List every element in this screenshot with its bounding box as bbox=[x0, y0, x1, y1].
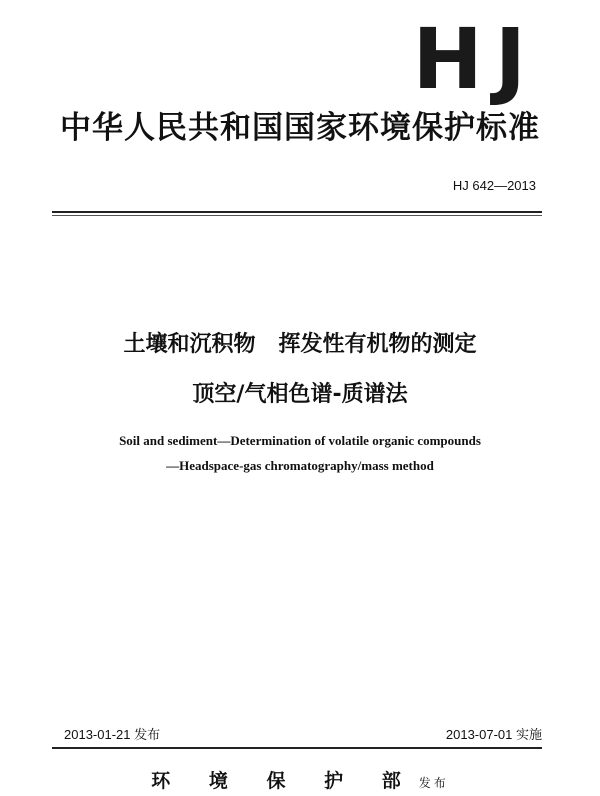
header-rule-thick bbox=[52, 211, 542, 213]
issuer bbox=[100, 768, 500, 796]
issuer-name: 环 境 保 护 部 bbox=[151, 770, 417, 792]
title-english-line-2: —Headspace-gas chromatography/mass method bbox=[166, 458, 434, 473]
issue-date: 2013-01-21 发布 bbox=[64, 727, 161, 742]
implementation-date: 2013-07-01 实施 bbox=[445, 727, 542, 742]
hj-logo: HJ bbox=[412, 10, 538, 108]
footer-rule bbox=[52, 747, 542, 749]
title-chinese-line-1: 土壤和沉积物 挥发性有机物的测定 bbox=[123, 332, 477, 357]
title-chinese-line-2: 顶空/气相色谱-质谱法 bbox=[192, 382, 408, 407]
issuer-suffix: 发布 bbox=[418, 776, 449, 790]
header-rule-thin bbox=[52, 215, 542, 216]
standard-type-title: 中华人民共和国国家环境保护标准 bbox=[60, 110, 540, 146]
title-english-line-1: Soil and sediment—Determination of volatile organic compounds bbox=[119, 433, 481, 448]
standard-number: HJ 642—2013 bbox=[452, 178, 536, 193]
